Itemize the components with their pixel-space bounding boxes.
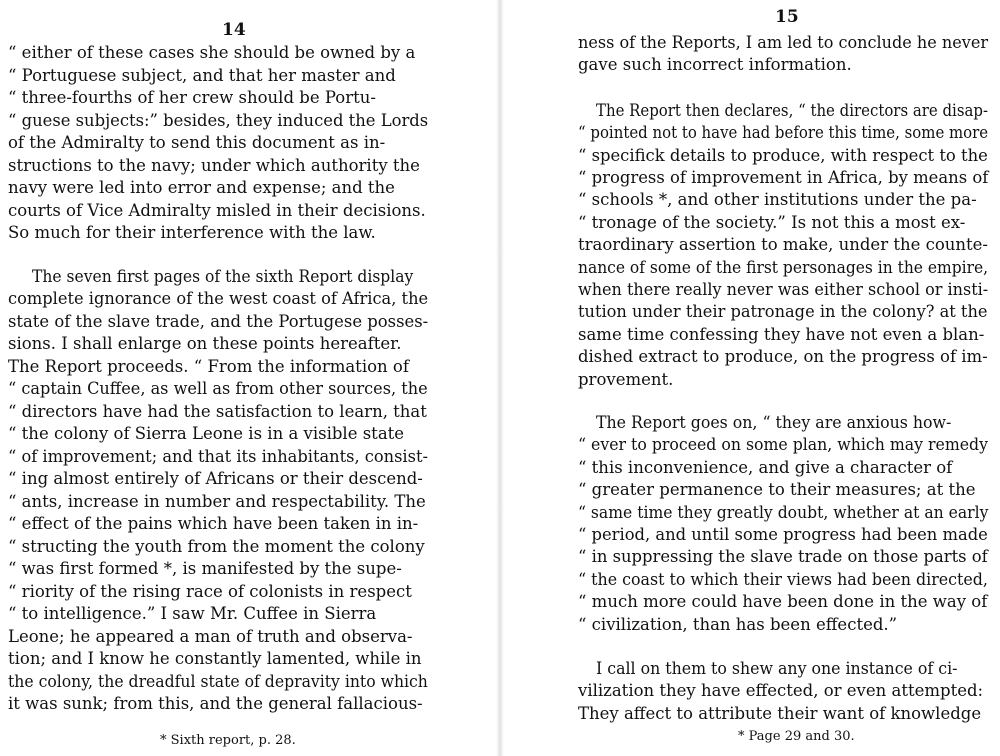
text-line: traordinary assertion to make, under the counte- [578, 235, 988, 255]
text-line: “ captain Cuffee, as well as from other sources, the [8, 379, 428, 398]
text-line: “ either of these cases she should be owned by a [8, 43, 416, 62]
text-line: Leone; he appeared a man of truth and observa- [8, 626, 413, 646]
text-line: The Report goes on, “ they are anxious how- [596, 413, 952, 432]
text-line: “ riority of the rising race of colonists in respect [8, 581, 412, 601]
text-line: sions. I shall enlarge on these points hereafter. [8, 334, 402, 353]
text-line: provement. [578, 369, 674, 389]
text-line: The seven first pages of the sixth Report display [32, 266, 414, 286]
text-line: complete ignorance of the west coast of Africa, the [8, 289, 429, 308]
right-page [500, 0, 1000, 756]
text-line: “ greater permanence to their measures; at the [578, 480, 976, 500]
text-line: of the Admiralty to send this document as in- [8, 133, 386, 152]
text-line: dished extract to produce, on the progress of im- [578, 347, 988, 367]
text-line: The Report proceeds. “ From the information of [8, 356, 409, 376]
text-line: “ ants, increase in number and respectability. The [8, 491, 426, 511]
text-line: courts of Vice Admiralty misled in their decisions. [8, 200, 426, 220]
text-line: “ guese subjects:” besides, they induced the Lords [8, 110, 429, 130]
text-line: “ civilization, than has been effected.” [578, 614, 898, 634]
text-line: it was sunk; from this, and the general fallacious- [8, 694, 423, 713]
text-line: I call on them to shew any one instance of ci- [596, 659, 958, 678]
page-number: 15 [775, 7, 799, 27]
text-line: state of the slave trade, and the Portugese posses- [8, 311, 429, 331]
text-line: “ ever to proceed on some plan, which may remedy [578, 435, 989, 455]
text-line: “ schools *, and other institutions under the pa- [578, 190, 977, 210]
text-line: “ the coast to which their views had been directed, [578, 569, 988, 589]
text-line: when there really never was either school or insti- [578, 280, 989, 299]
text-line: “ effect of the pains which have been taken in in- [8, 514, 419, 533]
text-line: “ of improvement; and that its inhabitants, consist- [8, 446, 428, 466]
text-line: tion; and I know he constantly lamented, while in [8, 649, 422, 668]
text-line: “ directors have had the satisfaction to learn, that [8, 401, 427, 421]
text-line: ness of the Reports, I am led to conclude he never [578, 33, 989, 52]
text-line: “ period, and until some progress had been made [578, 525, 988, 544]
text-line: They affect to attribute their want of knowledge [578, 703, 982, 723]
text-line: “ tronage of the society.” Is not this a most ex- [578, 212, 966, 232]
text-line: “ Portuguese subject, and that her master and [8, 65, 396, 85]
text-line: So much for their interference with the law. [8, 223, 376, 242]
text-line: the colony, the dreadful state of depravity into which [8, 671, 428, 691]
text-line: “ same time they greatly doubt, whether at an early [578, 502, 989, 522]
text-line: “ structing the youth from the moment the colony [8, 536, 425, 556]
text-line: vilization they have effected, or even attempted: [578, 681, 984, 701]
text-line: “ specifick details to produce, with respect to the [578, 145, 988, 165]
text-line: gave such incorrect information. [578, 55, 852, 75]
text-line: “ much more could have been done in the way of [578, 592, 988, 612]
text-line: “ to intelligence.” I saw Mr. Cuffee in Sierra [8, 604, 377, 623]
text-line: “ this inconvenience, and give a character of [578, 457, 953, 477]
text-line: “ the colony of Sierra Leone is in a visible state [8, 424, 405, 443]
text-line: “ three-fourths of her crew should be Portu- [8, 88, 376, 107]
text-line: “ in suppressing the slave trade on those parts of [578, 547, 988, 567]
text-line: same time confessing they have not even a blan- [578, 324, 985, 344]
text-line: “ ing almost entirely of Africans or their descend- [8, 469, 423, 488]
text-line: navy were led into error and expense; and the [8, 178, 395, 197]
text-line: “ progress of improvement in Africa, by means of [578, 168, 989, 187]
text-line: nance of some of the first personages in the empire, [578, 257, 989, 277]
footnote: * Sixth report, p. 28. [160, 733, 296, 748]
text-line: tution under their patronage in the colony? at the [578, 302, 988, 322]
text-line: The Report then declares, “ the directors are disap- [596, 100, 988, 120]
footnote: * Page 29 and 30. [738, 729, 855, 744]
page-number: 14 [222, 20, 246, 40]
text-line: “ pointed not to have had before this time, some more [578, 123, 989, 143]
text-line: “ was first formed *, is manifested by the supe- [8, 559, 402, 578]
text-line: structions to the navy; under which authority the [8, 155, 420, 175]
